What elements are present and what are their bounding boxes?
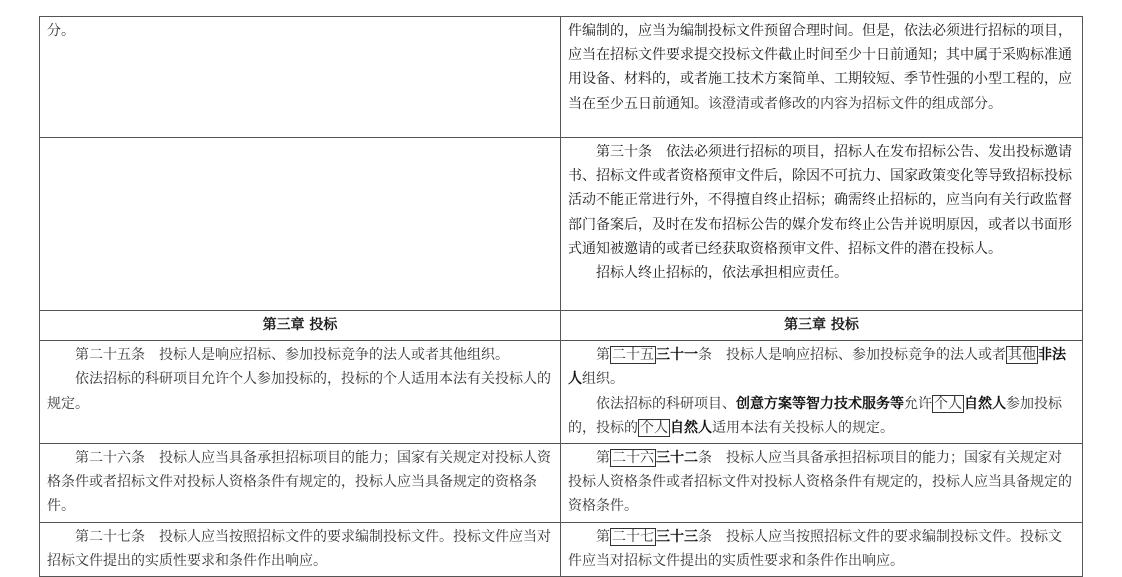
revised-text: 该澄清或者修改的内容为招标文件的组成部分。 (708, 95, 1002, 112)
chapter-row (40, 311, 1083, 341)
added-text: 自然人 (670, 419, 712, 436)
added-text: 非法人 (568, 347, 1066, 388)
article-27-revised: 第 二十七 三十三条 投标人应当按照招标文件的要求编制投标文件。投标文件应当对招标文件提出的实质性要求和条件作出响应。 (568, 528, 1062, 569)
added-text: 三十二 (656, 450, 698, 467)
article-26-original: 第二十六条 投标人应当具备承担招标项目的能力；国家有关规定对投标人资格条件或者招标文件对投标人资格条件有规定的，投标人应当具备规定的资格条件。 (47, 450, 551, 515)
table-row (40, 138, 1083, 311)
article-25-revised-2: 依法招标的科研项目、创意方案等智力技术服务等允许 个人 自然人参加投标的，投标的 个人 自然人适用本法有关投标人的规定。 (568, 395, 1062, 436)
original-text-cell (40, 341, 561, 444)
original-paragraph: 分。 (47, 23, 75, 39)
table-row (40, 17, 1083, 138)
original-text-cell (40, 17, 561, 138)
revised-text-cell (561, 444, 1083, 523)
original-text-cell (40, 444, 561, 523)
table-row (40, 522, 1083, 576)
deleted-text: 二十六 (612, 450, 654, 467)
article-25-original: 第二十五条 投标人是响应招标、参加投标竞争的法人或者其他组织。 (75, 347, 509, 364)
article-26-revised: 第 二十六 三十二条 投标人应当具备承担招标项目的能力；国家有关规定对投标人资格条件或者招标文件对投标人资格条件有规定的，投标人应当具备规定的资格条件。 (568, 450, 1072, 515)
revised-text-cell (561, 17, 1083, 138)
chapter-heading-revised: 第三章 投标 (561, 311, 1083, 341)
revised-text: 件编制的，应当为编制投标文件预留合理时间。但是，依法必须进行招标的项目，应当在招标文件要求提交投标文件截止时间至少十日前通知；其中属于采购标准通用设备、材料的，或者施工技术方案简单、工期较短、季节性强的小型工程的，应当在至少五日前通知。 (568, 23, 1072, 112)
deleted-text: 二十七 (612, 528, 654, 545)
revised-text-cell (561, 522, 1083, 576)
added-text: 创意方案等智力技术服务等 (736, 395, 904, 412)
added-text: 三十一 (656, 347, 698, 364)
deleted-text: 二十五 (612, 347, 654, 364)
added-text: 自然人 (964, 395, 1006, 412)
article-30-paragraph-2: 招标人终止招标的，依法承担相应责任。 (596, 265, 848, 282)
table-row (40, 444, 1083, 523)
article-27-original: 第二十七条 投标人应当按照招标文件的要求编制投标文件。投标文件应当对招标文件提出的实质性要求和条件作出响应。 (47, 528, 551, 569)
table-row (40, 341, 1083, 444)
article-30-paragraph: 第三十条 依法必须进行招标的项目，招标人在发布招标公告、发出投标邀请书、招标文件或者资格预审文件后，除因不可抗力、国家政策变化等导致招标投标活动不能正常进行外，不得擅自终止招标；确需终止招标的，应当向有关行政监督部门备案后，及时在发布招标公告的媒介发布终止公告并说明原因，或者以书面形式通知被邀请的或者已经获取资格预审文件、招标文件的潜在投标人。 (568, 144, 1072, 257)
original-text-cell (40, 522, 561, 576)
article-25-revised: 第 二十五 三十一条 投标人是响应招标、参加投标竞争的法人或者 其他 非法人组织。 (568, 347, 1066, 388)
article-25-original-2: 依法招标的科研项目允许个人参加投标的，投标的个人适用本法有关投标人的规定。 (47, 371, 551, 412)
deleted-text: 其他 (1008, 347, 1036, 364)
law-comparison-table (39, 16, 1083, 577)
revised-paragraph (568, 19, 1075, 116)
revised-text-cell (561, 341, 1083, 444)
original-text-cell (40, 138, 561, 311)
added-text: 三十三 (656, 528, 698, 545)
chapter-heading-original: 第三章 投标 (40, 311, 561, 341)
deleted-text: 个人 (640, 419, 668, 436)
revised-text-cell (561, 138, 1083, 311)
deleted-text: 个人 (934, 395, 962, 412)
